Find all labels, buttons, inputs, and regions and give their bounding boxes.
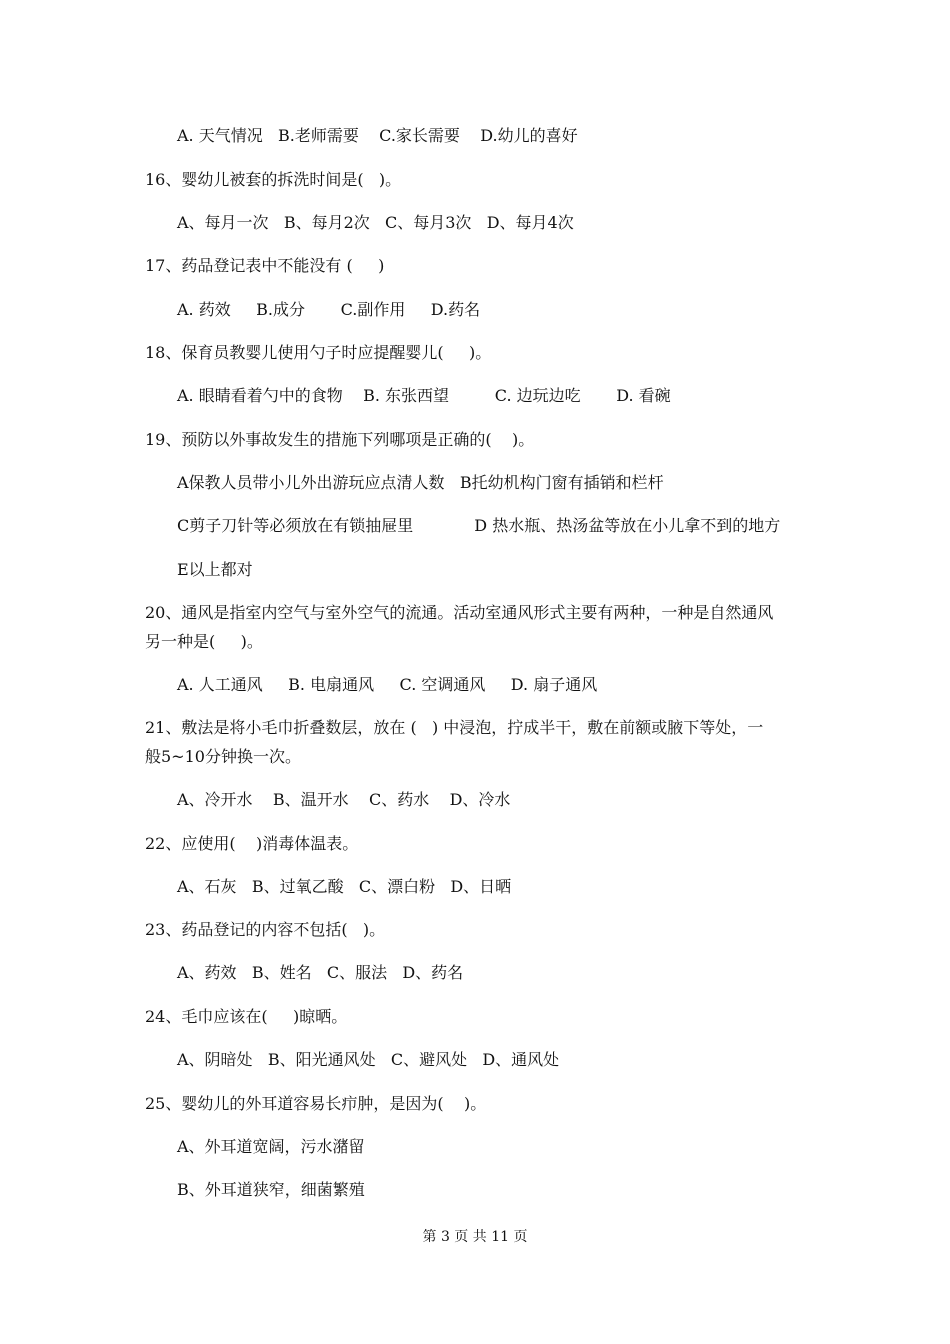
- q23-options: A、药效 B、姓名 C、服法 D、药名: [177, 963, 464, 982]
- question-20: 20、通风是指室内空气与室外空气的流通。活动室通风形式主要有两种，一种是自然通风: [145, 603, 774, 622]
- q15-options: A. 天气情况 B.老师需要 C.家长需要 D.幼儿的喜好: [177, 126, 578, 145]
- question-22: 22、应使用( )消毒体温表。: [145, 834, 359, 853]
- question-25: 25、婴幼儿的外耳道容易长疖肿，是因为( )。: [145, 1094, 487, 1113]
- q17-options: A. 药效 B.成分 C.副作用 D.药名: [177, 300, 481, 319]
- q22-options: A、石灰 B、过氧乙酸 C、漂白粉 D、日晒: [177, 877, 512, 896]
- question-23: 23、药品登记的内容不包括( )。: [145, 920, 386, 939]
- question-16: 16、婴幼儿被套的拆洗时间是( )。: [145, 170, 402, 189]
- question-20-cont: 另一种是( )。: [145, 632, 263, 651]
- question-17: 17、药品登记表中不能没有 ( ): [145, 256, 385, 275]
- q18-options: A. 眼睛看着勺中的食物 B. 东张西望 C. 边玩边吃 D. 看碗: [177, 386, 671, 405]
- page-footer: 第 3 页 共 11 页: [422, 1229, 528, 1245]
- q19-options-ab: A保教人员带小儿外出游玩应点清人数 B托幼机构门窗有插销和栏杆: [177, 473, 664, 492]
- q24-options: A、阴暗处 B、阳光通风处 C、避风处 D、通风处: [177, 1050, 560, 1069]
- q25-option-a: A、外耳道宽阔，污水潴留: [177, 1137, 365, 1156]
- q16-options: A、每月一次 B、每月2次 C、每月3次 D、每月4次: [177, 213, 574, 232]
- question-19: 19、预防以外事故发生的措施下列哪项是正确的( )。: [145, 430, 535, 449]
- q19-options-cd: C剪子刀针等必须放在有锁抽屉里 D 热水瓶、热汤盆等放在小儿拿不到的地方: [177, 516, 781, 535]
- q19-option-e: E以上都对: [177, 560, 253, 579]
- question-21-cont: 般5~10分钟换一次。: [145, 747, 301, 766]
- q21-options: A、冷开水 B、温开水 C、药水 D、冷水: [177, 790, 511, 809]
- question-18: 18、保育员教婴儿使用勺子时应提醒婴儿( )。: [145, 343, 492, 362]
- question-24: 24、毛巾应该在( )晾晒。: [145, 1007, 348, 1026]
- q25-option-b: B、外耳道狭窄，细菌繁殖: [177, 1180, 365, 1199]
- q20-options: A. 人工通风 B. 电扇通风 C. 空调通风 D. 扇子通风: [177, 675, 598, 694]
- question-21: 21、敷法是将小毛巾折叠数层，放在 ( ) 中浸泡，拧成半干，敷在前额或腋下等处，一: [145, 718, 764, 737]
